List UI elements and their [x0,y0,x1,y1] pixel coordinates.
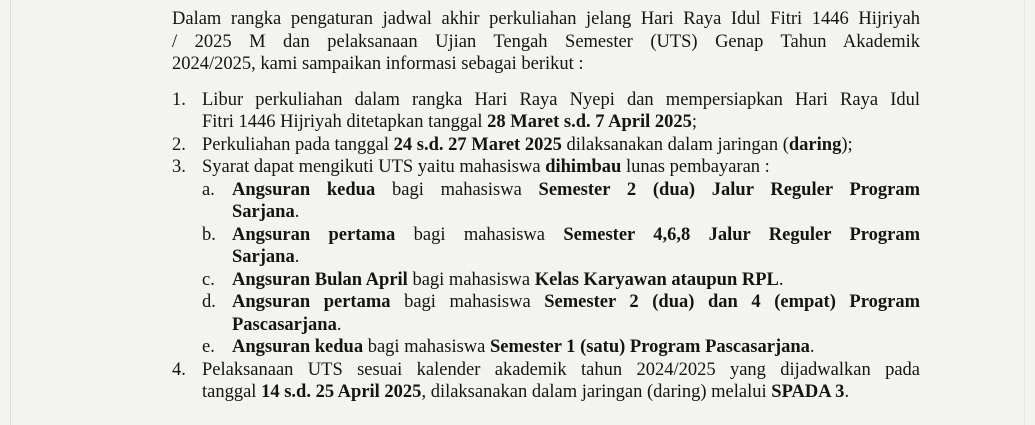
intro-line-3: 2024/2025, kami sampaikan informasi sebagai berikut : [172,54,584,74]
item-4-date-range: 14 s.d. 25 April 2025 [261,382,422,402]
sub-d-line-1 [232,291,920,314]
scan-edge-right [1024,0,1025,425]
sub-d-semester: Semester 2 (dua) dan 4 (empat) Program [544,292,920,312]
sub-item-letter: b. [202,224,216,245]
item-1-line-2 [202,111,920,134]
sub-a-punct: . [294,202,300,222]
letter-body [172,8,920,404]
item-number: 2. [172,134,186,155]
intro-line-1: Dalam rangka pengaturan jadwal akhir perkuliahan jelang Hari Raya Idul Fitri 1446 Hijriyah [172,9,920,29]
item-3-line-1 [202,156,920,179]
item-4-text-c: , dilaksanakan dalam jaringan (daring) melalui [421,382,772,402]
sub-item-letter: a. [202,179,215,200]
sub-item-letter: e. [202,337,215,357]
sub-b-installment: Angsuran pertama [232,224,396,245]
list-item-3 [172,156,920,179]
item-3-dihimbau: dihimbau [545,157,622,177]
sub-b-line-2 [232,246,920,269]
item-3-text-a: Syarat dapat mengikuti UTS yaitu mahasiswa [202,157,546,177]
list-item-2 [172,134,920,157]
sub-d-line-2 [232,314,920,337]
item-2-date-range: 24 s.d. 27 Maret 2025 [393,134,562,155]
sub-e-punct: . [809,337,815,357]
sub-a-text: bagi mahasiswa [375,179,539,200]
sub-item-e [172,336,920,359]
sub-e-line-1 [232,336,920,359]
item-2-text-e: ); [841,134,853,155]
sub-a-line-1 [232,179,920,202]
sub-item-b [172,224,920,269]
item-2-daring: daring [788,134,842,155]
sub-c-installment: Angsuran Bulan April [232,269,408,290]
list-item-4 [172,359,920,404]
sub-c-punct: . [778,269,784,290]
item-2-text-c: dilaksanakan dalam jaringan ( [561,134,789,155]
item-3-text-c: lunas pembayaran : [621,157,770,177]
item-1-date-range: 28 Maret s.d. 7 April 2025 [487,112,692,132]
item-1-punct: ; [691,112,697,132]
sub-d-punct: . [336,314,342,335]
intro-line-2: / 2025 M dan pelaksanaan Ujian Tengah Semester (UTS) Genap Tahun Akademik [172,31,920,52]
sub-item-letter: c. [202,269,215,290]
sub-b-semester: Semester 4,6,8 Jalur Reguler Program [563,224,921,245]
sub-e-semester: Semester 1 (satu) Program Pascasarjana [490,337,810,357]
sub-a-line-2 [232,201,920,224]
item-number: 3. [172,157,186,177]
item-4-line-1: Pelaksanaan UTS sesuai kalender akademik tahun 2024/2025 yang dijadwalkan pada [202,359,920,380]
sub-d-installment: Angsuran pertama [232,292,391,312]
sub-item-c [172,269,920,292]
sub-b-punct: . [294,247,300,267]
item-1-line-1: Libur perkuliahan dalam rangka Hari Raya Nyepi dan mempersiapkan Hari Raya Idul [202,89,920,110]
sub-c-class: Kelas Karyawan ataupun RPL [534,269,779,290]
sub-a-semester: Semester 2 (dua) Jalur Reguler Program [538,179,921,200]
list-item-1 [172,89,920,134]
item-4-text-a: tanggal [202,382,262,402]
sub-e-text: bagi mahasiswa [363,337,490,357]
item-4-spada: SPADA 3 [771,382,845,402]
item-number: 1. [172,89,186,110]
numbered-list [172,89,920,404]
scan-edge-left [10,0,11,425]
item-2-text-a: Perkuliahan pada tanggal [202,134,394,155]
item-2-line-1 [202,134,920,157]
sub-b-line-1 [232,224,920,247]
sub-e-installment: Angsuran kedua [232,337,364,357]
sub-b-program: Sarjana [232,247,295,267]
item-4-punct: . [844,382,850,402]
sub-c-line-1 [232,269,920,292]
sub-a-program: Sarjana [232,202,295,222]
sub-b-text: bagi mahasiswa [395,224,564,245]
item-number: 4. [172,359,186,380]
item-4-line-2 [202,381,920,404]
sub-item-a [172,179,920,224]
sub-a-installment: Angsuran kedua [232,179,376,200]
sub-item-letter: d. [202,292,216,312]
item-1-text: Fitri 1446 Hijriyah ditetapkan tanggal [202,112,488,132]
sub-d-text: bagi mahasiswa [390,292,545,312]
sub-d-program: Pascasarjana [232,314,337,335]
sub-item-d [172,291,920,336]
sub-c-text: bagi mahasiswa [407,269,535,290]
intro-paragraph [172,8,920,76]
